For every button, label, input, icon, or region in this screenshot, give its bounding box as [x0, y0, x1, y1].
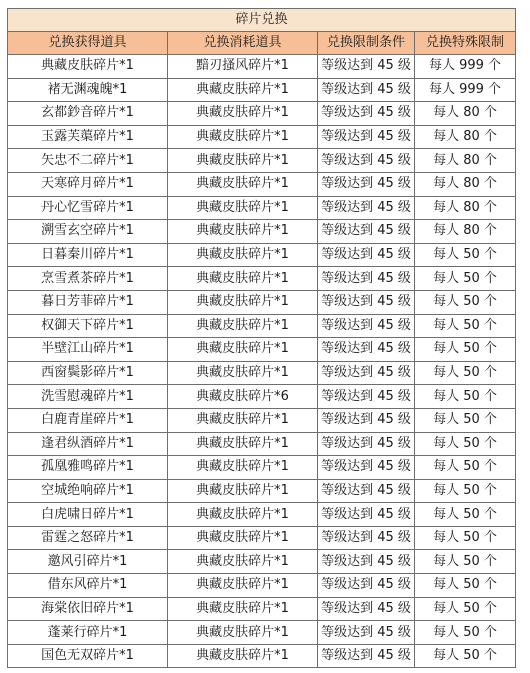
table-row	[8, 550, 516, 574]
table-title: 碎片兑换	[8, 9, 516, 32]
table-row	[8, 338, 516, 362]
consumed-item-cell: 典藏皮肤碎片*1	[168, 102, 318, 126]
requirement-cell: 等级达到 45 级	[318, 243, 415, 267]
special-limit-cell: 每人 50 个	[415, 597, 516, 621]
header-special-limit: 兑换特殊限制	[415, 32, 516, 55]
obtained-item-cell: 空城绝响碎片*1	[8, 479, 168, 503]
table-row	[8, 125, 516, 149]
obtained-item-cell: 日暮秦川碎片*1	[8, 243, 168, 267]
consumed-item-cell: 典藏皮肤碎片*1	[168, 172, 318, 196]
obtained-item-cell: 玉露芙蕖碎片*1	[8, 125, 168, 149]
special-limit-cell: 每人 80 个	[415, 125, 516, 149]
requirement-cell: 等级达到 45 级	[318, 78, 415, 102]
requirement-cell: 等级达到 45 级	[318, 597, 415, 621]
requirement-cell: 等级达到 45 级	[318, 314, 415, 338]
requirement-cell: 等级达到 45 级	[318, 385, 415, 409]
requirement-cell: 等级达到 45 级	[318, 338, 415, 362]
table-row	[8, 385, 516, 409]
special-limit-cell: 每人 999 个	[415, 78, 516, 102]
requirement-cell: 等级达到 45 级	[318, 172, 415, 196]
requirement-cell: 等级达到 45 级	[318, 290, 415, 314]
table-row	[8, 574, 516, 598]
special-limit-cell: 每人 50 个	[415, 385, 516, 409]
header-obtained-item: 兑换获得道具	[8, 32, 168, 55]
consumed-item-cell: 典藏皮肤碎片*6	[168, 385, 318, 409]
requirement-cell: 等级达到 45 级	[318, 503, 415, 527]
consumed-item-cell: 典藏皮肤碎片*1	[168, 267, 318, 291]
table-row	[8, 621, 516, 645]
special-limit-cell: 每人 50 个	[415, 526, 516, 550]
obtained-item-cell: 国色无双碎片*1	[8, 644, 168, 668]
consumed-item-cell: 典藏皮肤碎片*1	[168, 644, 318, 668]
table-row	[8, 196, 516, 220]
consumed-item-cell: 典藏皮肤碎片*1	[168, 574, 318, 598]
special-limit-cell: 每人 50 个	[415, 432, 516, 456]
consumed-item-cell: 典藏皮肤碎片*1	[168, 196, 318, 220]
table-row	[8, 243, 516, 267]
consumed-item-cell: 典藏皮肤碎片*1	[168, 550, 318, 574]
requirement-cell: 等级达到 45 级	[318, 55, 415, 79]
header-requirement: 兑换限制条件	[318, 32, 415, 55]
table-row	[8, 597, 516, 621]
consumed-item-cell: 典藏皮肤碎片*1	[168, 456, 318, 480]
obtained-item-cell: 海棠依旧碎片*1	[8, 597, 168, 621]
special-limit-cell: 每人 50 个	[415, 621, 516, 645]
consumed-item-cell: 典藏皮肤碎片*1	[168, 408, 318, 432]
consumed-item-cell: 典藏皮肤碎片*1	[168, 621, 318, 645]
requirement-cell: 等级达到 45 级	[318, 125, 415, 149]
table-title-row	[8, 9, 516, 32]
obtained-item-cell: 西窗鬓影碎片*1	[8, 361, 168, 385]
requirement-cell: 等级达到 45 级	[318, 408, 415, 432]
consumed-item-cell: 典藏皮肤碎片*1	[168, 526, 318, 550]
table-row	[8, 644, 516, 668]
requirement-cell: 等级达到 45 级	[318, 456, 415, 480]
obtained-item-cell: 褚无渊魂魄*1	[8, 78, 168, 102]
obtained-item-cell: 洗雪慰魂碎片*1	[8, 385, 168, 409]
table-row	[8, 102, 516, 126]
special-limit-cell: 每人 50 个	[415, 503, 516, 527]
table-row	[8, 55, 516, 79]
special-limit-cell: 每人 50 个	[415, 479, 516, 503]
consumed-item-cell: 典藏皮肤碎片*1	[168, 220, 318, 244]
table-row	[8, 456, 516, 480]
special-limit-cell: 每人 50 个	[415, 243, 516, 267]
table-row	[8, 432, 516, 456]
consumed-item-cell: 典藏皮肤碎片*1	[168, 597, 318, 621]
table-header-row	[8, 32, 516, 55]
special-limit-cell: 每人 50 个	[415, 644, 516, 668]
obtained-item-cell: 丹心忆雪碎片*1	[8, 196, 168, 220]
obtained-item-cell: 白虎啸日碎片*1	[8, 503, 168, 527]
table-row	[8, 149, 516, 173]
table-row	[8, 267, 516, 291]
requirement-cell: 等级达到 45 级	[318, 621, 415, 645]
table-row	[8, 78, 516, 102]
special-limit-cell: 每人 50 个	[415, 314, 516, 338]
obtained-item-cell: 逢君纵酒碎片*1	[8, 432, 168, 456]
special-limit-cell: 每人 50 个	[415, 338, 516, 362]
table-body	[8, 55, 516, 668]
requirement-cell: 等级达到 45 级	[318, 361, 415, 385]
consumed-item-cell: 典藏皮肤碎片*1	[168, 479, 318, 503]
obtained-item-cell: 矢忠不二碎片*1	[8, 149, 168, 173]
requirement-cell: 等级达到 45 级	[318, 220, 415, 244]
table-row	[8, 503, 516, 527]
special-limit-cell: 每人 80 个	[415, 102, 516, 126]
obtained-item-cell: 半壁江山碎片*1	[8, 338, 168, 362]
obtained-item-cell: 玄都鈔音碎片*1	[8, 102, 168, 126]
requirement-cell: 等级达到 45 级	[318, 432, 415, 456]
consumed-item-cell: 典藏皮肤碎片*1	[168, 290, 318, 314]
special-limit-cell: 每人 80 个	[415, 172, 516, 196]
obtained-item-cell: 天寒碎月碎片*1	[8, 172, 168, 196]
consumed-item-cell: 典藏皮肤碎片*1	[168, 338, 318, 362]
consumed-item-cell: 典藏皮肤碎片*1	[168, 432, 318, 456]
table-row	[8, 220, 516, 244]
obtained-item-cell: 邀风引碎片*1	[8, 550, 168, 574]
obtained-item-cell: 借东风碎片*1	[8, 574, 168, 598]
consumed-item-cell: 典藏皮肤碎片*1	[168, 314, 318, 338]
fragment-exchange-table	[7, 8, 516, 668]
consumed-item-cell: 典藏皮肤碎片*1	[168, 503, 318, 527]
obtained-item-cell: 暮日芳菲碎片*1	[8, 290, 168, 314]
consumed-item-cell: 黯刃搔风碎片*1	[168, 55, 318, 79]
obtained-item-cell: 蓬莱行碎片*1	[8, 621, 168, 645]
table-row	[8, 361, 516, 385]
special-limit-cell: 每人 50 个	[415, 361, 516, 385]
consumed-item-cell: 典藏皮肤碎片*1	[168, 125, 318, 149]
obtained-item-cell: 雷霆之怒碎片*1	[8, 526, 168, 550]
special-limit-cell: 每人 80 个	[415, 196, 516, 220]
special-limit-cell: 每人 50 个	[415, 267, 516, 291]
table-row	[8, 526, 516, 550]
consumed-item-cell: 典藏皮肤碎片*1	[168, 78, 318, 102]
table-row	[8, 172, 516, 196]
special-limit-cell: 每人 999 个	[415, 55, 516, 79]
requirement-cell: 等级达到 45 级	[318, 550, 415, 574]
requirement-cell: 等级达到 45 级	[318, 574, 415, 598]
requirement-cell: 等级达到 45 级	[318, 526, 415, 550]
special-limit-cell: 每人 50 个	[415, 550, 516, 574]
table-row	[8, 408, 516, 432]
requirement-cell: 等级达到 45 级	[318, 479, 415, 503]
table-row	[8, 479, 516, 503]
obtained-item-cell: 权御天下碎片*1	[8, 314, 168, 338]
obtained-item-cell: 白鹿青崖碎片*1	[8, 408, 168, 432]
special-limit-cell: 每人 50 个	[415, 290, 516, 314]
exchange-table-container	[7, 8, 515, 668]
obtained-item-cell: 孤凰雅鸣碎片*1	[8, 456, 168, 480]
obtained-item-cell: 典藏皮肤碎片*1	[8, 55, 168, 79]
table-row	[8, 314, 516, 338]
requirement-cell: 等级达到 45 级	[318, 644, 415, 668]
requirement-cell: 等级达到 45 级	[318, 149, 415, 173]
obtained-item-cell: 溯雪玄空碎片*1	[8, 220, 168, 244]
obtained-item-cell: 烹雪煮茶碎片*1	[8, 267, 168, 291]
consumed-item-cell: 典藏皮肤碎片*1	[168, 149, 318, 173]
special-limit-cell: 每人 80 个	[415, 149, 516, 173]
special-limit-cell: 每人 50 个	[415, 574, 516, 598]
special-limit-cell: 每人 80 个	[415, 220, 516, 244]
header-consumed-item: 兑换消耗道具	[168, 32, 318, 55]
special-limit-cell: 每人 50 个	[415, 408, 516, 432]
consumed-item-cell: 典藏皮肤碎片*1	[168, 243, 318, 267]
requirement-cell: 等级达到 45 级	[318, 196, 415, 220]
consumed-item-cell: 典藏皮肤碎片*1	[168, 361, 318, 385]
requirement-cell: 等级达到 45 级	[318, 267, 415, 291]
special-limit-cell: 每人 50 个	[415, 456, 516, 480]
table-row	[8, 290, 516, 314]
requirement-cell: 等级达到 45 级	[318, 102, 415, 126]
